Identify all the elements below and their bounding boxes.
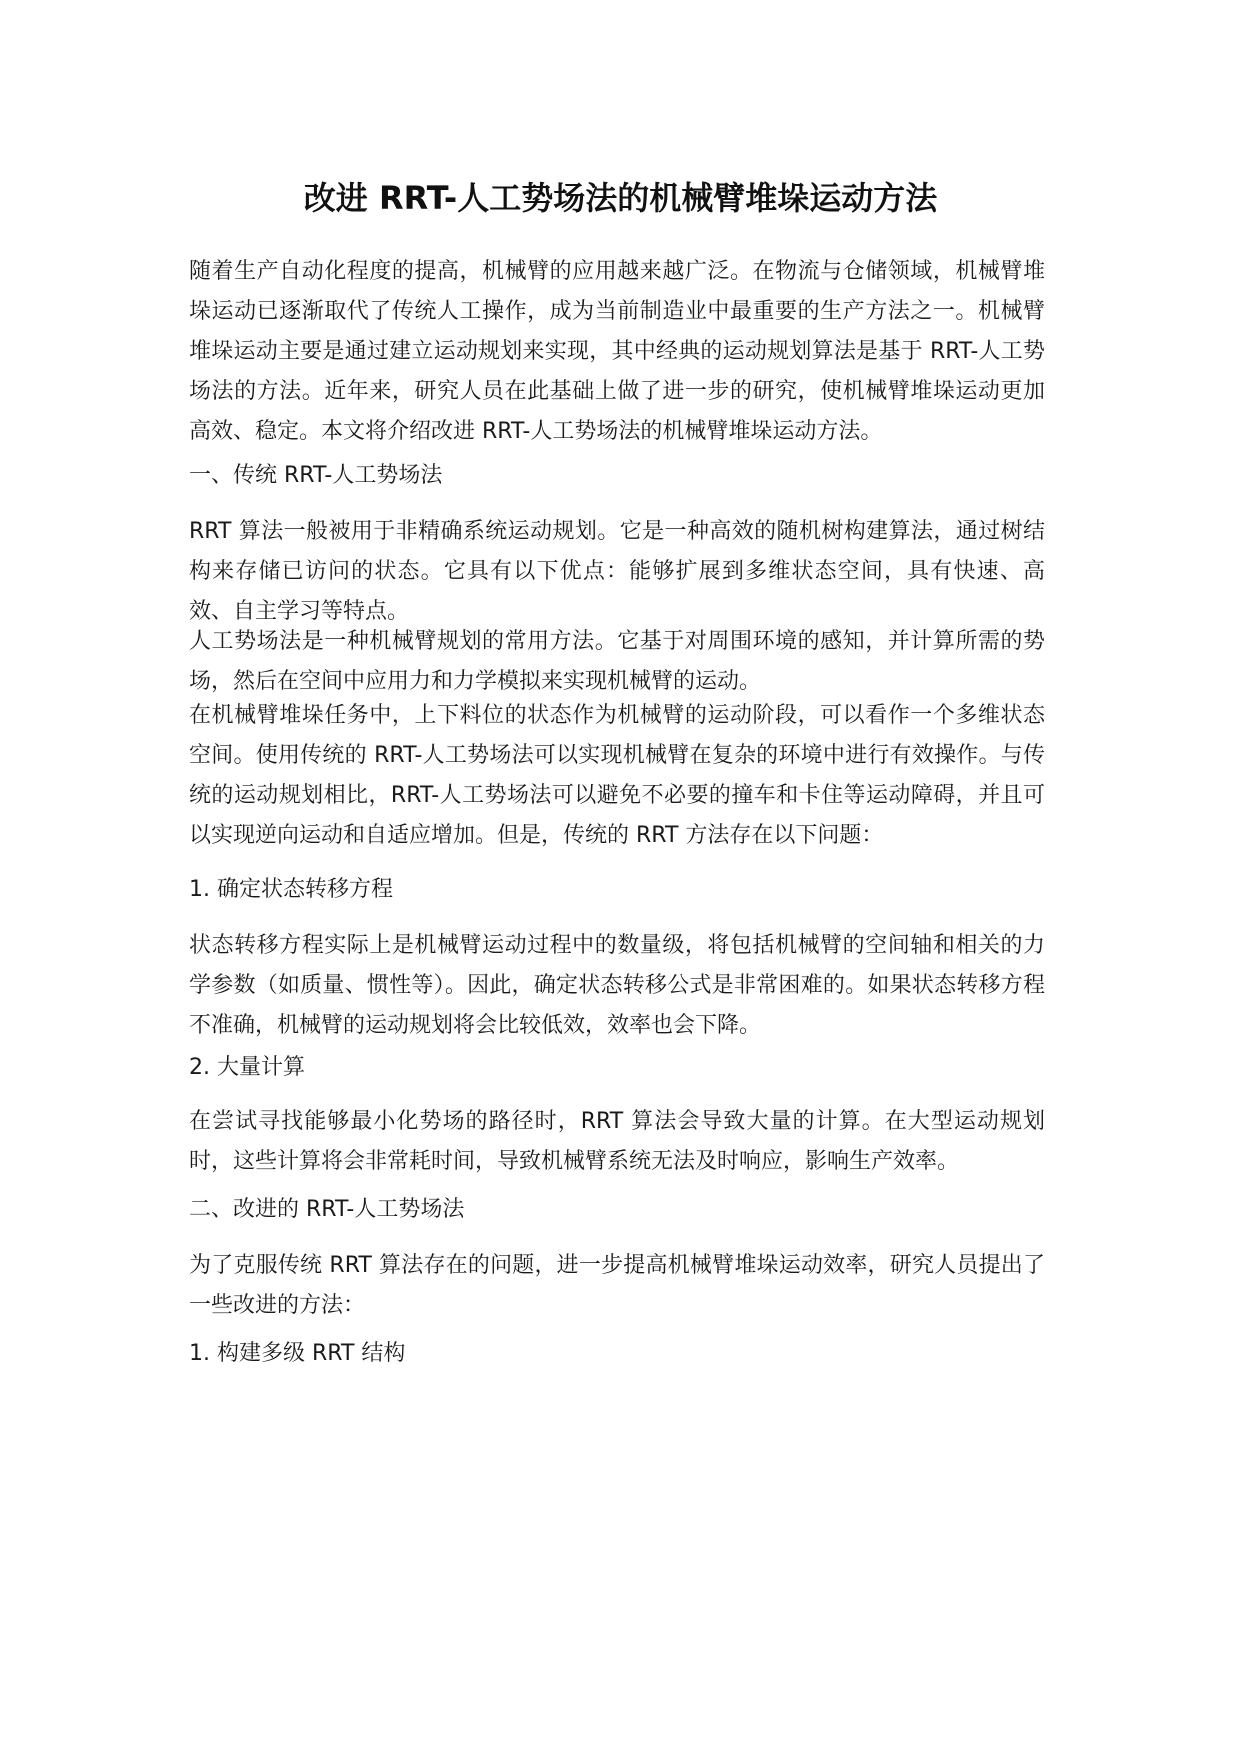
intro-paragraph: 随着生产自动化程度的提高，机械臂的应用越来越广泛。在物流与仓储领域，机械臂堆垛运动已逐渐取代了传统人工操作，成为当前制造业中最重要的生产方法之一。机械臂堆垛运动主要是通过建立运动规划来实现，其中经典的运动规划算法是基于 RRT-人工势场法的方法。近年来，研究人员在此基础上做了进一步的研究，使机械臂堆垛运动更加高效、稳定。本文将介绍改进 RRT-人工势场法的机械臂堆垛运动方法。 [189,259,1045,444]
issue-heading-state-transition: 1. 确定状态转移方程 [189,877,393,902]
section-heading-improved: 二、改进的 RRT-人工势场法 [189,1197,465,1222]
state-transition-paragraph: 状态转移方程实际上是机械臂运动过程中的数量级，将包括机械臂的空间轴和相关的力学参数（如质量、惯性等）。因此，确定状态转移公式是非常困难的。如果状态转移方程不准确，机械臂的运动规划将会比较低效，效率也会下降。 [189,933,1045,1038]
rrt-description-paragraph: RRT 算法一般被用于非精确系统运动规划。它是一种高效的随机树构建算法，通过树结构来存储已访问的状态。它具有以下优点：能够扩展到多维状态空间，具有快速、高效、自主学习等特点。 [189,519,1045,624]
section-heading-traditional: 一、传统 RRT-人工势场法 [189,463,443,488]
apf-description-paragraph: 人工势场法是一种机械臂规划的常用方法。它基于对周围环境的感知，并计算所需的势场，然后在空间中应用力和力学模拟来实现机械臂的运动。 [189,629,1045,694]
document-title: 改进 RRT-人工势场法的机械臂堆垛运动方法 [303,179,938,217]
improvement-intro-paragraph: 为了克服传统 RRT 算法存在的问题，进一步提高机械臂堆垛运动效率，研究人员提出了一些改进的方法： [189,1253,1045,1318]
method-heading-multilevel-rrt: 1. 构建多级 RRT 结构 [189,1341,406,1366]
issue-heading-computation: 2. 大量计算 [189,1055,305,1080]
computation-paragraph: 在尝试寻找能够最小化势场的路径时，RRT 算法会导致大量的计算。在大型运动规划时，这些计算将会非常耗时间，导致机械臂系统无法及时响应，影响生产效率。 [189,1109,1045,1174]
stacking-task-paragraph: 在机械臂堆垛任务中，上下料位的状态作为机械臂的运动阶段，可以看作一个多维状态空间。使用传统的 RRT-人工势场法可以实现机械臂在复杂的环境中进行有效操作。与传统的运动规划相比，RRT-人工势场法可以避免不必要的撞车和卡住等运动障碍，并且可以实现逆向运动和自适应增加。但是，传统的 RRT 方法存在以下问题： [189,703,1045,848]
